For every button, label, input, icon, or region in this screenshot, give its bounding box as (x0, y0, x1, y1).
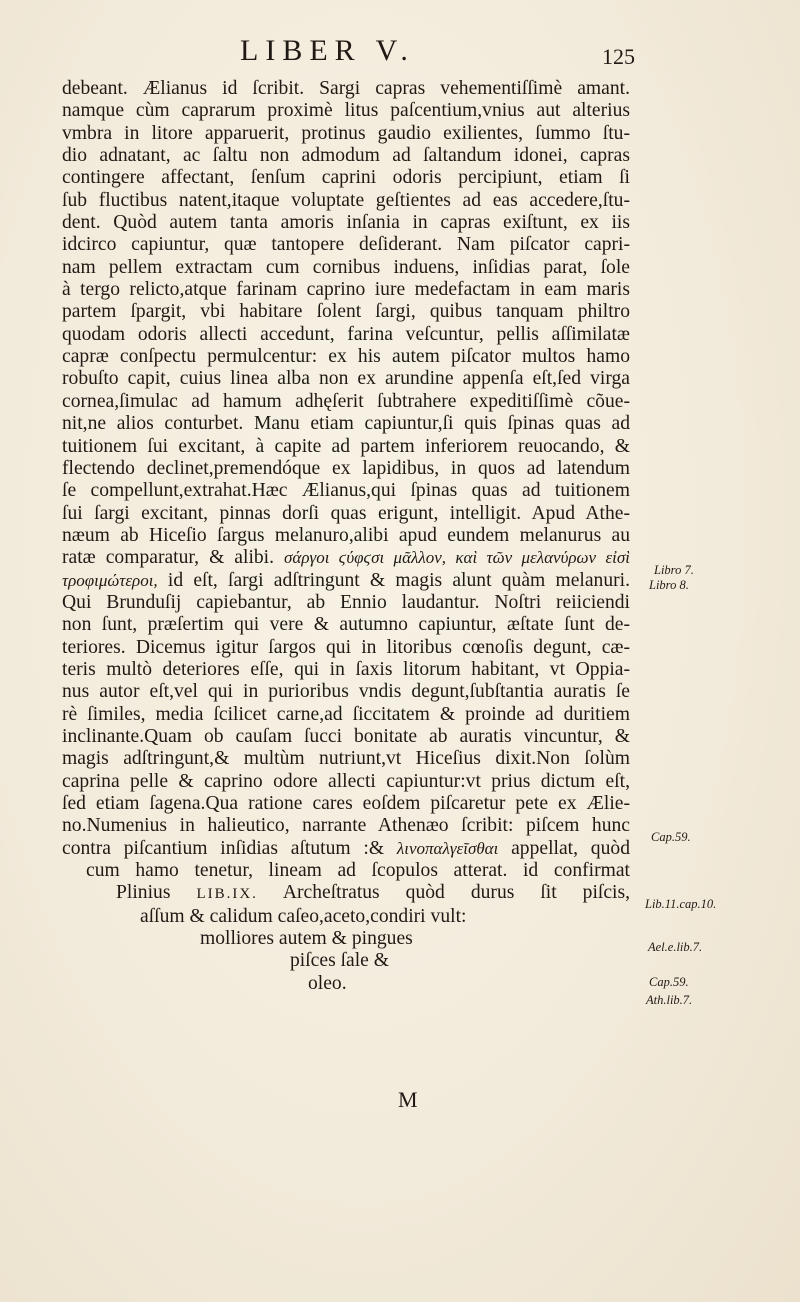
text-line: dent. Quòd autem tanta amoris inſania in capras exiſtunt, ex iis (62, 212, 630, 234)
text-line: robuſto capit, cuius linea alba non ex arundine appenſa eſt,ſed virga (62, 368, 630, 390)
text-line: nus autor eſt,vel qui in purioribus vndis degunt,ſubſtantia auratis ſe (62, 681, 630, 703)
greek-word: λινοπαλγεῖσθαι (396, 838, 499, 858)
text-line-with-greek (62, 570, 630, 592)
margin-note: Cap.59. (651, 830, 691, 844)
margin-note: Ath.lib.7. (646, 993, 693, 1007)
text-line: teriores. Dicemus igitur ſargos qui in litoribus cœnoſis degunt, cæ- (62, 636, 630, 658)
margin-note: Ael.e.lib.7. (648, 940, 703, 954)
margin-note: Lib.11.cap.10. (645, 897, 717, 911)
text-line-with-greek (62, 838, 630, 860)
text-line: teris multò deteriores eſſe, qui in ſaxis litorum habitant, vt Oppia- (62, 658, 630, 680)
text-line: tuitionem ſui excitant, à capite ad partem inferiorem reuocando, & (62, 435, 630, 457)
text-line-with-ref (62, 882, 630, 905)
text-line: aſſum & calidum caſeo,aceto,condiri vult: (140, 905, 467, 927)
text-line: cum hamo tenetur, lineam ad ſcopulos atterat. id confirmat (86, 860, 630, 882)
text-line: caprina pelle & caprino odore allecti capiuntur:vt prius dictum eſt, (62, 770, 630, 792)
text-line: Qui Brunduſij capiebantur, ab Ennio laudantur. Noſtri reiiciendi (62, 591, 630, 613)
text-line: namque cùm caprarum proximè litus paſcentium,vnius aut alterius (62, 100, 630, 122)
text-line: ſed etiam ſagena.Qua ratione cares eoſdem piſcaretur pete ex Ælie- (62, 793, 630, 814)
text-line: inclinante.Quam ob cauſam ſucci bonitate ab auratis vincuntur, & (62, 725, 630, 747)
text-line: rè ſimiles, media ſcilicet carne,ad ſiccitatem & proinde ad duritiem (62, 703, 630, 725)
text-segment: appellat, quòd (511, 837, 630, 859)
text-segment: id eſt, ſargi adſtringunt & magis alunt quàm melanuri. (167, 569, 630, 591)
running-head: LIBER V. (240, 34, 415, 67)
signature-mark: M (398, 1087, 418, 1112)
text-line: nit,ne alios conturbet. Manu etiam capiuntur,ſi quis ſpinas quas ad (62, 413, 630, 435)
margin-note: Libro 8. (649, 578, 689, 592)
text-line: non ſunt, præſertim qui vere & autumno capiuntur, æſtate ſunt de- (62, 614, 630, 636)
text-line: næum ab Hiceſio ſargus melanuro,alibi apud eundem melanurus au (62, 524, 630, 546)
text-line: no.Numenius in halieutico, narrante Athenæo ſcribit: piſcem hunc (62, 815, 630, 837)
text-line: nam pellem extractam cum cornibus induens, inſidias parat, ſole (62, 256, 630, 278)
main-text-block (62, 78, 630, 995)
text-line: partem ſpargit, vbi habitare ſolent ſargi, quibus tanquam philtro (62, 301, 630, 323)
text-line: magis adſtringunt,& multùm nutriunt,vt Hiceſius dixit.Non ſolùm (62, 748, 630, 770)
text-line: capræ conſpectu permulcentur: ex his autem piſcator multos hamo (62, 346, 630, 368)
margin-note: Libro 7. (654, 563, 694, 577)
text-segment: contra piſcantium inſidias aſtutum :& (62, 837, 385, 859)
greek-quotation: σάργοι ϛύφϛσι μᾶλλον, καὶ τῶν μελανύρων εἰσὶ (284, 548, 630, 568)
page-header (0, 34, 800, 74)
text-line: oleo. (308, 972, 347, 994)
margin-note: Cap.59. (649, 975, 689, 989)
text-line: vmbra in litore apparuerit, protinus gaudio exilientes, ſummo ſtu- (62, 122, 630, 144)
greek-quotation: τροφιμώτεροι, (62, 570, 158, 590)
text-line: contingere affectant, ſenſum caprini odoris percipiunt, etiam ſi (62, 167, 630, 189)
text-segment: Plinius (116, 882, 171, 904)
page-number: 125 (602, 44, 635, 69)
text-line-with-greek (62, 547, 630, 569)
text-line: molliores autem & pingues (200, 928, 413, 950)
text-line: ſub fluctibus natent,itaque voluptate geſtientes ad eas accedere,ſtu- (62, 189, 630, 211)
book-reference: LIB.IX. (196, 886, 258, 903)
text-line: ſe compellunt,extrahat.Hæc Ælianus,qui ſpinas quas ad tuitionem (62, 480, 630, 502)
text-line: piſces ſale & (290, 950, 390, 972)
text-line: debeant. Ælianus id ſcribit. Sargi capras vehementiſſimè amant. (62, 78, 630, 99)
text-line: cornea,ſimulac ad hamum adhęſerit ſubtrahere expeditiſſimè cõue- (62, 390, 630, 412)
text-line: ſui ſargi excitant, pinnas dorſi quas erigunt, intelligit. Apud Athe- (62, 502, 630, 524)
text-line: idcirco capiuntur, quæ tantopere deſiderant. Nam piſcator capri- (62, 234, 630, 256)
text-line: à tergo relicto,atque farinam caprino iure medefactam in eam maris (62, 279, 630, 301)
text-line: quodam odoris allecti accedunt, farina veſcuntur, pellis aſſimilatæ (62, 323, 630, 345)
text-line: flectendo declinet,premendóque ex lapidibus, in quos ad latendum (62, 457, 630, 479)
text-segment: Archeſtratus quòd durus ſit piſcis, (282, 882, 630, 904)
text-segment: ratæ comparatur, & alibi. (62, 547, 275, 569)
text-line: dio adnatant, ac ſaltu non admodum ad ſaltandum idonei, capras (62, 145, 630, 167)
